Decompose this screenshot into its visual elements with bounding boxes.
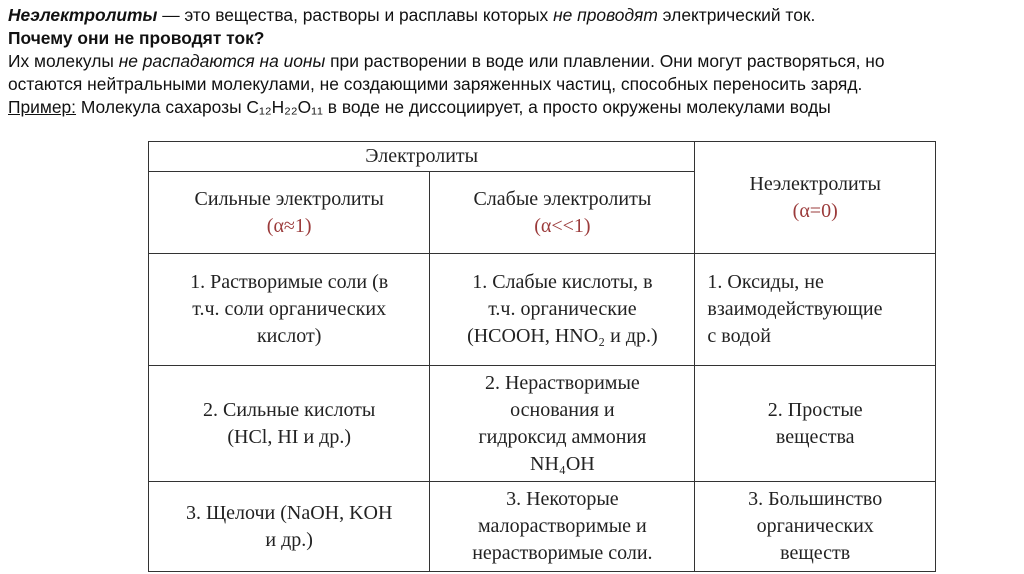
table-cell [430, 254, 695, 366]
cell-line: 2. Сильные кислоты [203, 398, 376, 421]
header-title: Неэлектролиты [749, 172, 881, 195]
table-cell [149, 254, 430, 366]
term-nonelectrolytes: Неэлектролиты [8, 5, 158, 25]
definition-text-a: — это вещества, растворы и расплавы которых [157, 5, 554, 25]
example-label: Пример: [8, 97, 77, 117]
table-cell [149, 482, 430, 572]
cell-line: веществ [780, 542, 851, 564]
cell-line: органических [756, 515, 874, 537]
header-alpha: (α≈1) [266, 214, 312, 237]
cell-line: 3. Большинство [748, 488, 883, 510]
cell-line: 2. Нерастворимые [484, 371, 640, 394]
header-nonelectrolytes [695, 142, 936, 254]
electrolytes-table [148, 141, 936, 572]
cell-line: (HCOOH, HNO₂ и др.) [467, 325, 658, 347]
cell-line: основания и [510, 398, 615, 421]
explanation-start: Их молекулы [8, 51, 119, 71]
emphasis-no-ions: не распадаются на ионы [118, 51, 326, 71]
table-cell [695, 482, 936, 572]
table-cell [149, 366, 430, 482]
explanation-line-2: остаются нейтральными молекулами, не создающими заряженных частиц, способных переносить заряд. [8, 74, 863, 94]
cell-line: кислот) [256, 325, 322, 347]
table-cell [430, 482, 695, 572]
cell-line: 1. Растворимые соли (в [190, 271, 389, 293]
table-cell [695, 254, 936, 366]
header-title: Сильные электролиты [194, 187, 384, 210]
explanation-rest: при растворении в воде или плавлении. Они могут растворяться, но [325, 51, 885, 71]
cell-line: 2. Простые [767, 398, 863, 421]
cell-line: 1. Слабые кислоты, в [472, 271, 653, 293]
example-line [8, 96, 1018, 119]
header-alpha: (α=0) [792, 199, 838, 222]
explanation-line-1 [8, 50, 1018, 73]
cell-line: 1. Оксиды, не [707, 271, 824, 293]
table-cell [695, 366, 936, 482]
example-text: Молекула сахарозы C₁₂H₂₂O₁₁ в воде не диссоциирует, а просто окружены молекулами воды [76, 97, 831, 117]
table-row [149, 482, 936, 572]
cell-line: 3. Щелочи (NaOH, KOH [185, 501, 393, 524]
emphasis-not-conduct: не проводят [553, 5, 658, 25]
table-row [149, 366, 936, 482]
header-strong-electrolytes [149, 172, 430, 254]
cell-line: и др.) [265, 528, 313, 551]
cell-line: (HCl, HI и др.) [227, 425, 351, 448]
cell-line: нерастворимые соли. [472, 542, 653, 564]
cell-line: малорастворимые и [478, 515, 647, 537]
table-row [149, 254, 936, 366]
cell-line: взаимодействующие [707, 298, 883, 320]
header-alpha: (α<<1) [534, 214, 591, 237]
question-line: Почему они не проводят ток? [8, 28, 265, 48]
cell-line: гидроксид аммония [478, 425, 647, 448]
header-weak-electrolytes [430, 172, 695, 254]
cell-line: NH₄OH [530, 452, 595, 475]
cell-line: т.ч. соли органических [192, 298, 387, 320]
cell-line: с водой [707, 325, 771, 347]
definition-line [8, 4, 1018, 27]
intro-text [8, 4, 1018, 119]
definition-text-b: электрический ток. [657, 5, 816, 25]
cell-line: 3. Некоторые [506, 488, 619, 510]
electrolytes-group-header: Электролиты [149, 142, 695, 172]
table-cell [430, 366, 695, 482]
cell-line: вещества [775, 425, 855, 448]
header-title: Слабые электролиты [473, 187, 652, 210]
group-header-row [149, 142, 936, 172]
cell-line: т.ч. органические [488, 298, 637, 320]
